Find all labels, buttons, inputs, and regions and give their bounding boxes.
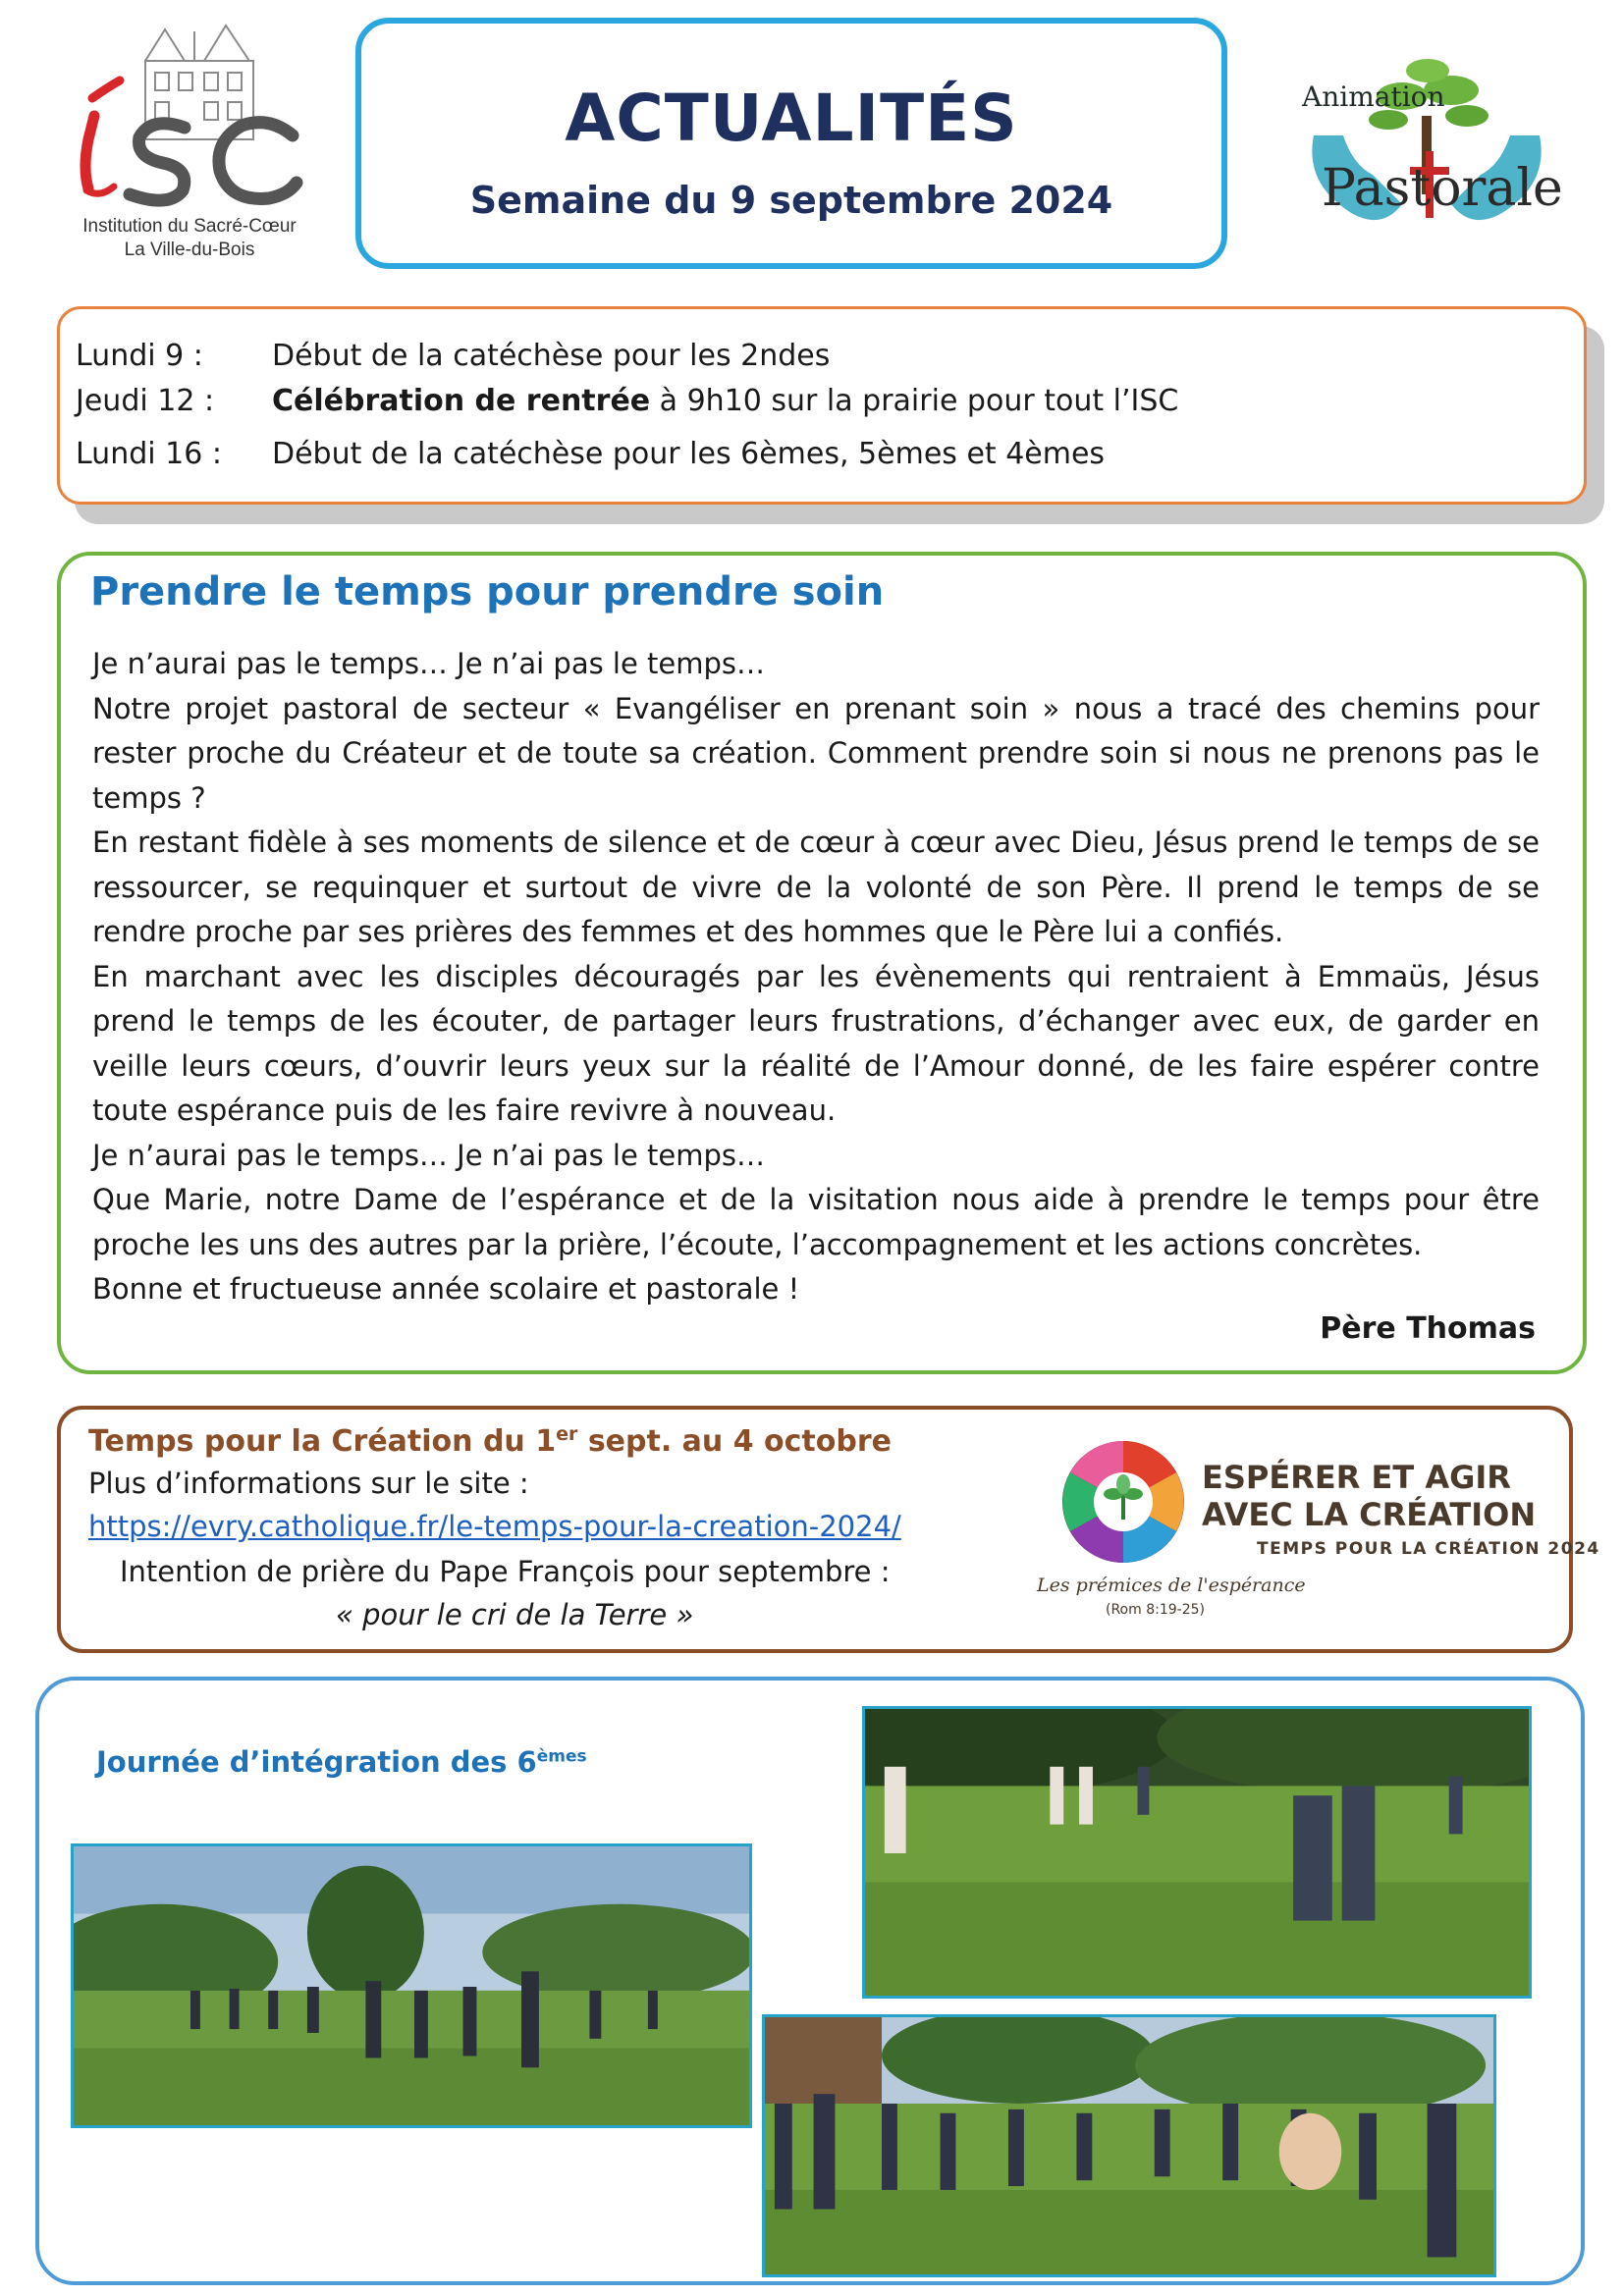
article-box	[57, 552, 1587, 1374]
creation-logo-heading1: ESPÉRER ET AGIR	[1202, 1459, 1511, 1496]
photo-students-circle-bottom	[762, 2014, 1496, 2277]
photo-image	[74, 1846, 749, 2125]
creation-prayer-quote: « pour le cri de la Terre »	[336, 1598, 694, 1631]
article-paragraph: En restant fidèle à ses moments de silence et de cœur à cœur avec Dieu, Jésus prend le temps de se ressourcer, se requinquer et surtout de vivre de la volonté de son Père. Il prend le temps de se rendre proche par ses prières des femmes et des hommes que le Père lui a confiés.	[92, 826, 1540, 948]
isc-logo	[57, 22, 322, 267]
creation-logo-heading2: AVEC LA CRÉATION	[1202, 1496, 1537, 1533]
agenda-text: Célébration de rentrée à 9h10 sur la prairie pour tout l’ISC	[272, 384, 1179, 418]
article-title: Prendre le temps pour prendre soin	[90, 569, 885, 614]
creation-logo	[1035, 1437, 1600, 1643]
article-paragraph: Que Marie, notre Dame de l’espérance et de la visitation nous aide à prendre le temps pour être proche les uns des autres par la prière, l’écoute, l’accompagnement et les actions concrètes.	[92, 1183, 1540, 1261]
isc-logo-subtitle-line2: La Ville-du-Bois	[124, 240, 255, 260]
article-body	[92, 642, 1540, 1312]
agenda-day: Jeudi 12 :	[76, 384, 215, 418]
creation-logo-heading3: TEMPS POUR LA CRÉATION 2024	[1257, 1539, 1600, 1559]
photo-students-game-top-right	[862, 1706, 1532, 1999]
creation-box	[57, 1406, 1600, 1653]
article-paragraph: Je n’aurai pas le temps… Je n’ai pas le temps…	[92, 1138, 766, 1172]
creation-prayer: Intention de prière du Pape François pour septembre :	[120, 1555, 891, 1588]
agenda-text: Début de la catéchèse pour les 2ndes	[272, 339, 831, 373]
creation-link[interactable]: https://evry.catholique.fr/le-temps-pour-la-creation-2024/	[88, 1510, 901, 1543]
article-paragraph: Bonne et fructueuse année scolaire et pastorale !	[92, 1272, 800, 1306]
article-paragraph: Notre projet pastoral de secteur « Evangéliser en prenant soin » nous a tracé des chemins pour rester proche du Créateur et de toute sa création. Comment prendre soin si nous ne prenons pas le temps ?	[92, 691, 1540, 815]
agenda-bold-text: Célébration de rentrée	[272, 384, 651, 418]
photos-title: Journée d’intégration des 6èmes	[96, 1745, 587, 1779]
article-paragraph: En marchant avec les disciples découragés par les évènements qui rentraient à Emmaüs, Jésus prend le temps de les écouter, de partager leurs frustrations, d’échanger avec eux, de garder en veille leurs cœurs, d’ouvrir leurs yeux sur la réalité de l’Amour donné, de les faire espérer contre toute espérance puis de les faire revivre à nouveau.	[92, 959, 1540, 1127]
article-paragraph: Je n’aurai pas le temps… Je n’ai pas le temps…	[92, 647, 766, 680]
photo-students-field-left	[71, 1843, 752, 2128]
pastorale-logo-line1: Animation	[1302, 80, 1445, 113]
page-title: ACTUALITÉS	[565, 80, 1018, 156]
creation-circle-emblem-icon	[1055, 1437, 1202, 1571]
page-subtitle: Semaine du 9 septembre 2024	[469, 179, 1113, 222]
creation-logo-caption2: (Rom 8:19-25)	[1106, 1602, 1205, 1618]
agenda-box	[57, 306, 1587, 505]
creation-info: Plus d’informations sur le site :	[88, 1467, 529, 1500]
agenda-day: Lundi 16 :	[76, 437, 222, 471]
title-box	[355, 18, 1227, 269]
creation-logo-caption1: Les prémices de l'espérance	[1037, 1575, 1306, 1596]
pastorale-logo	[1294, 57, 1569, 234]
photo-image	[765, 2017, 1493, 2274]
photo-image	[865, 1709, 1529, 1996]
isc-logo-mark	[57, 22, 322, 218]
article-signature: Père Thomas	[1320, 1311, 1536, 1346]
agenda-text: Début de la catéchèse pour les 6èmes, 5èmes et 4èmes	[272, 437, 1106, 471]
agenda-day: Lundi 9 :	[76, 339, 203, 373]
isc-logo-subtitle-line1: Institution du Sacré-Cœur	[82, 216, 297, 237]
pastorale-logo-line2: Pastorale	[1322, 159, 1563, 218]
creation-title: Temps pour la Création du 1er sept. au 4 octobre	[88, 1423, 893, 1459]
